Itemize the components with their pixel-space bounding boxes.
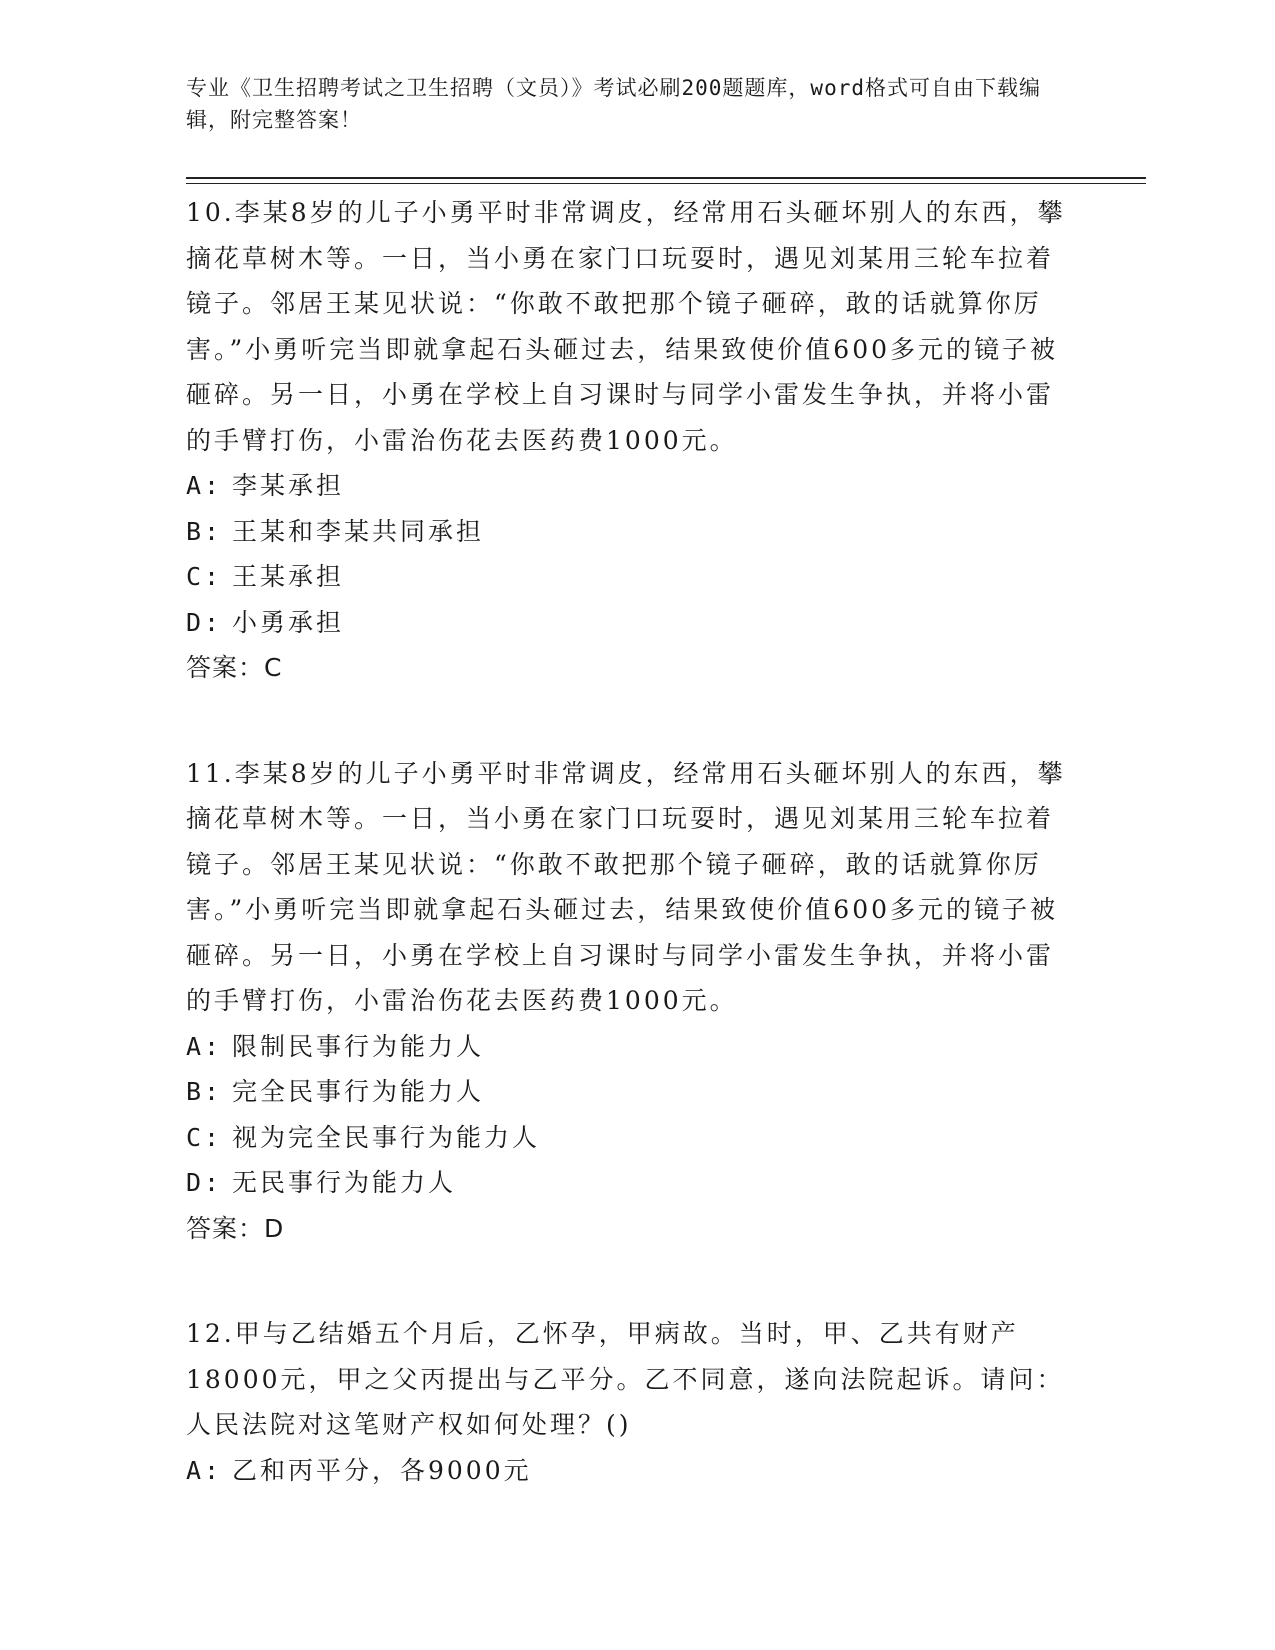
option-letter: A:	[186, 1455, 223, 1485]
option-text: 限制民事行为能力人	[232, 1031, 485, 1061]
question-12	[186, 1311, 1066, 1493]
option-letter: D:	[186, 1168, 223, 1197]
option-text: 无民事行为能力人	[232, 1168, 457, 1197]
option-letter: A:	[186, 1031, 223, 1061]
option-c	[186, 1115, 1066, 1161]
question-10	[186, 190, 1066, 691]
header-rule-thick	[186, 177, 1146, 179]
option-letter: C:	[186, 1122, 223, 1152]
option-b	[186, 509, 1066, 555]
option-a	[186, 463, 1066, 509]
question-11	[186, 751, 1066, 1252]
question-stem: 11.李某8岁的儿子小勇平时非常调皮，经常用石头砸坏别人的东西，攀摘花草树木等。一日，当小勇在家门口玩耍时，遇见刘某用三轮车拉着镜子。邻居王某见状说：“你敢不敢把那个镜子砸碎，敢的话就算你厉害。”小勇听完当即就拿起石头砸过去，结果致使价值600多元的镜子被砸碎。另一日，小勇在学校上自习课时与同学小雷发生争执，并将小雷的手臂打伤，小雷治伤花去医药费1000元。	[186, 758, 1066, 1015]
option-d	[186, 1160, 1066, 1206]
answer-line: 答案：C	[186, 653, 283, 682]
option-a	[186, 1024, 1066, 1070]
option-b	[186, 1069, 1066, 1115]
question-stem: 10.李某8岁的儿子小勇平时非常调皮，经常用石头砸坏别人的东西，攀摘花草树木等。一日，当小勇在家门口玩耍时，遇见刘某用三轮车拉着镜子。邻居王某见状说：“你敢不敢把那个镜子砸碎，敢的话就算你厉害。”小勇听完当即就拿起石头砸过去，结果致使价值600多元的镜子被砸碎。另一日，小勇在学校上自习课时与同学小雷发生争执，并将小雷的手臂打伤，小雷治伤花去医药费1000元。	[186, 198, 1066, 455]
option-text: 视为完全民事行为能力人	[232, 1122, 541, 1152]
option-letter: C:	[186, 562, 223, 591]
option-letter: A:	[186, 471, 223, 500]
option-letter: B:	[186, 1077, 223, 1106]
question-stem: 12.甲与乙结婚五个月后，乙怀孕，甲病故。当时，甲、乙共有财产18000元，甲之父丙提出与乙平分。乙不同意，遂向法院起诉。请问：人民法院对这笔财产权如何处理？()	[186, 1319, 1065, 1439]
option-d	[186, 600, 1066, 646]
option-text: 乙和丙平分，各9000元	[232, 1455, 532, 1485]
option-text: 完全民事行为能力人	[232, 1077, 485, 1106]
header-rule-thin	[186, 183, 1146, 184]
option-text: 李某承担	[232, 471, 345, 500]
option-letter: D:	[186, 607, 223, 637]
answer-line: 答案：D	[186, 1213, 285, 1243]
option-letter: B:	[186, 516, 223, 546]
option-a	[186, 1448, 1066, 1494]
question-list	[186, 190, 1066, 1553]
document-header: 专业《卫生招聘考试之卫生招聘（文员）》考试必刷200题题库，word格式可自由下载编辑，附完整答案！	[186, 76, 1041, 132]
option-c	[186, 554, 1066, 600]
option-text: 王某和李某共同承担	[232, 516, 485, 546]
option-text: 小勇承担	[232, 607, 345, 637]
option-text: 王某承担	[232, 562, 345, 591]
